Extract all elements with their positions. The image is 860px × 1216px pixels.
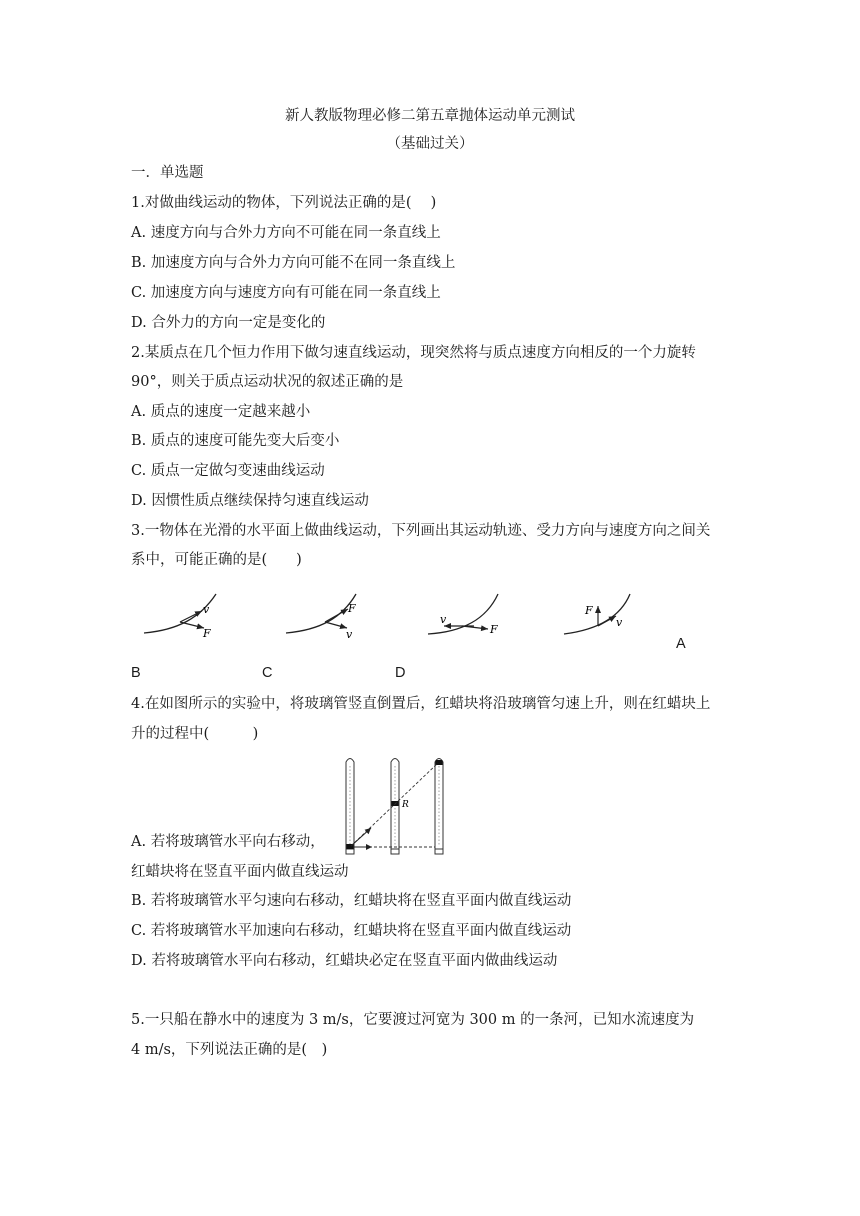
label-f: F bbox=[348, 602, 356, 615]
page-title: 新人教版物理必修二第五章抛体运动单元测试 bbox=[285, 108, 575, 124]
q4-stem-line1: 4.在如图所示的实验中，将玻璃管竖直倒置后，红蜡块将沿玻璃管匀速上升，则在红蜡块上 bbox=[131, 696, 711, 712]
velocity-arrow bbox=[325, 622, 347, 628]
q1-option-d: D. 合外力的方向一定是变化的 bbox=[131, 315, 326, 331]
q1-option-c: C. 加速度方向与速度方向有可能在同一条直线上 bbox=[131, 285, 441, 301]
q5-stem-line1: 5.一只船在静水中的速度为 3 m/s，它要渡过河宽为 300 m 的一条河，已知水流速度为 bbox=[131, 1012, 695, 1028]
label-v: v bbox=[616, 616, 623, 629]
q5-stem-line2: 4 m/s，下列说法正确的是( ) bbox=[131, 1042, 328, 1058]
q1-stem: 1.对做曲线运动的物体，下列说法正确的是( ) bbox=[131, 195, 437, 211]
label-r: R bbox=[402, 800, 409, 810]
q3-option-c-label: C bbox=[262, 665, 273, 681]
q3-figure-option-2 bbox=[286, 594, 356, 641]
q1-option-a: A. 速度方向与合外力方向不可能在同一条直线上 bbox=[131, 225, 441, 241]
page-subtitle: （基础过关） bbox=[386, 136, 474, 152]
label-v: v bbox=[203, 603, 210, 616]
q3-stem-line1: 3.一物体在光滑的水平面上做曲线运动，下列画出其运动轨迹、受力方向与速度方向之间关 bbox=[131, 523, 711, 539]
q4-option-b: B. 若将玻璃管水平匀速向右移动，红蜡块将在竖直平面内做直线运动 bbox=[131, 893, 572, 909]
q3-figure-option-3 bbox=[428, 594, 498, 636]
q4-figure bbox=[338, 752, 450, 860]
label-v: v bbox=[346, 628, 353, 641]
q2-option-c: C. 质点一定做匀变速曲线运动 bbox=[131, 463, 325, 479]
q2-stem-line1: 2.某质点在几个恒力作用下做匀速直线运动，现突然将与质点速度方向相反的一个力旋转 bbox=[131, 345, 696, 361]
q2-stem-line2: 90°，则关于质点运动状况的叙述正确的是 bbox=[131, 374, 404, 390]
q3-figure-option-1 bbox=[144, 594, 216, 640]
q3-figure bbox=[130, 592, 650, 652]
trajectory-dashed bbox=[351, 763, 438, 846]
trajectory-curve bbox=[428, 594, 498, 634]
label-f: F bbox=[585, 604, 593, 617]
glass-tube-right bbox=[435, 759, 443, 855]
q2-option-d: D. 因惯性质点继续保持匀速直线运动 bbox=[131, 493, 369, 509]
q2-option-a: A. 质点的速度一定越来越小 bbox=[131, 404, 311, 420]
q4-option-a-line1: A. 若将玻璃管水平向右移动， bbox=[131, 834, 325, 850]
label-f: F bbox=[490, 623, 498, 636]
label-f: F bbox=[203, 627, 211, 640]
q4-stem-line2: 升的过程中( ) bbox=[131, 726, 259, 742]
q3-option-a-label: A bbox=[676, 636, 686, 652]
q3-option-d-label: D bbox=[395, 665, 406, 681]
force-arrow bbox=[180, 622, 204, 628]
force-arrow bbox=[462, 626, 488, 629]
velocity-arrow bbox=[598, 616, 616, 626]
force-arrow bbox=[325, 609, 348, 622]
section-heading: 一．单选题 bbox=[131, 165, 204, 181]
label-v: v bbox=[440, 613, 447, 626]
q1-option-b: B. 加速度方向与合外力方向可能不在同一条直线上 bbox=[131, 255, 456, 271]
q4-option-d: D. 若将玻璃管水平向右移动，红蜡块必定在竖直平面内做曲线运动 bbox=[131, 953, 558, 969]
q3-figure-option-4 bbox=[564, 594, 630, 634]
q4-option-a-line2: 红蜡块将在竖直平面内做直线运动 bbox=[131, 864, 349, 880]
glass-tube-left bbox=[346, 759, 354, 855]
red-wax-block bbox=[436, 760, 443, 765]
q3-option-b-label: B bbox=[131, 665, 141, 681]
q2-option-b: B. 质点的速度可能先变大后变小 bbox=[131, 433, 340, 449]
q4-option-c: C. 若将玻璃管水平加速向右移动，红蜡块将在竖直平面内做直线运动 bbox=[131, 923, 572, 939]
q3-stem-line2: 系中，可能正确的是( ) bbox=[131, 552, 302, 568]
velocity-arrow bbox=[180, 611, 202, 622]
